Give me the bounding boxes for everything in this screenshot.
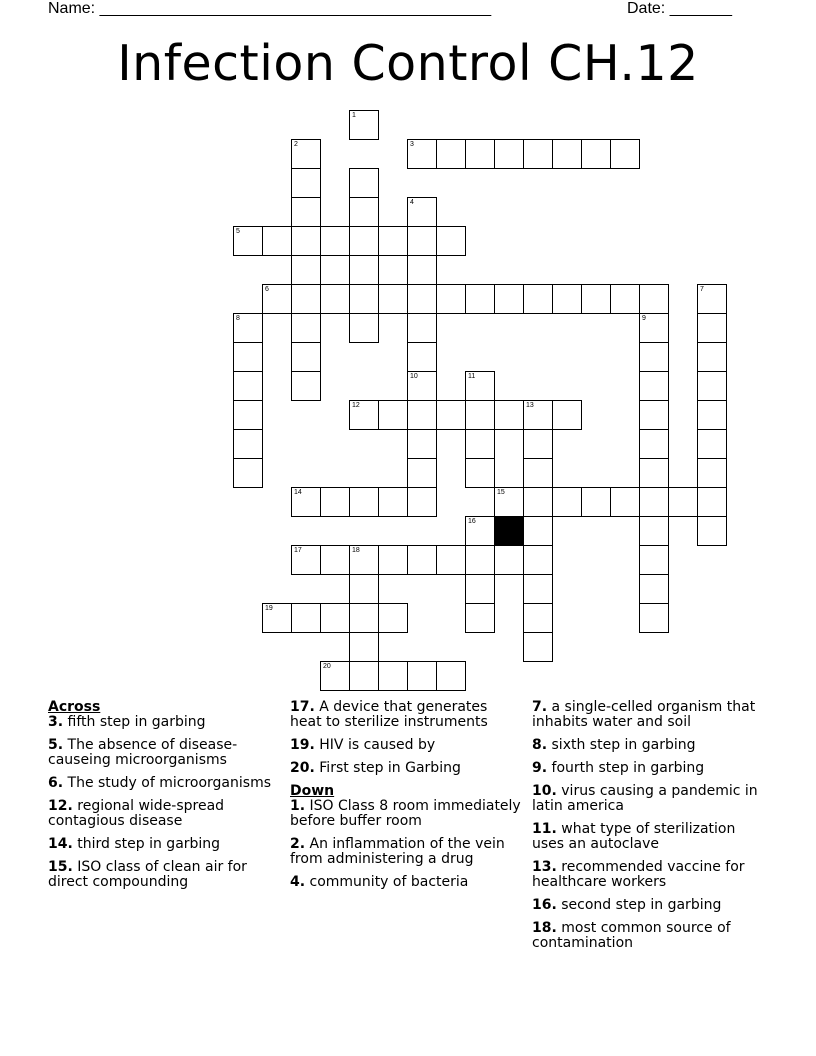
crossword-cell[interactable] xyxy=(639,574,669,604)
crossword-cell[interactable] xyxy=(465,400,495,430)
crossword-cell[interactable] xyxy=(639,487,669,517)
clue-text: HIV is caused by xyxy=(319,737,436,753)
crossword-cell[interactable] xyxy=(320,487,350,517)
crossword-cell[interactable] xyxy=(233,342,263,372)
clue-number: 4. xyxy=(290,874,306,890)
crossword-cell[interactable] xyxy=(697,284,727,314)
crossword-cell[interactable] xyxy=(465,516,495,546)
clue-number: 5. xyxy=(48,737,64,753)
crossword-cell[interactable] xyxy=(378,400,408,430)
crossword-cell[interactable] xyxy=(436,284,466,314)
crossword-cell[interactable] xyxy=(320,545,350,575)
clue-down-1 xyxy=(290,799,522,829)
cell-number: 10 xyxy=(410,373,418,380)
crossword-cell[interactable] xyxy=(407,371,437,401)
crossword-cell[interactable] xyxy=(494,400,524,430)
clue-down-8 xyxy=(532,738,768,753)
crossword-cell[interactable] xyxy=(436,400,466,430)
across-heading: Across xyxy=(48,699,101,715)
crossword-cell[interactable] xyxy=(465,371,495,401)
clue-text: recommended vaccine for healthcare workers xyxy=(532,859,745,890)
crossword-cell[interactable] xyxy=(523,516,553,546)
crossword-cell[interactable] xyxy=(407,458,437,488)
crossword-cell[interactable] xyxy=(581,139,611,169)
clue-text: what type of sterilization uses an autoclave xyxy=(532,821,736,852)
crossword-cell[interactable] xyxy=(465,429,495,459)
clue-across-5 xyxy=(48,738,280,768)
crossword-cell[interactable] xyxy=(581,284,611,314)
clue-text: The study of microorganisms xyxy=(67,775,271,791)
crossword-cell[interactable] xyxy=(291,603,321,633)
crossword-cell[interactable] xyxy=(639,400,669,430)
date-field-line: Date: _______ xyxy=(627,0,732,17)
clue-text: sixth step in garbing xyxy=(551,737,696,753)
cell-number: 3 xyxy=(410,141,414,148)
crossword-cell[interactable] xyxy=(378,284,408,314)
crossword-cell[interactable] xyxy=(262,284,292,314)
crossword-cell[interactable] xyxy=(639,313,669,343)
crossword-cell[interactable] xyxy=(523,574,553,604)
crossword-cell[interactable] xyxy=(465,458,495,488)
crossword-cell[interactable] xyxy=(639,429,669,459)
clue-across-19 xyxy=(290,738,522,753)
clue-text: An inflammation of the vein from administering a drug xyxy=(290,836,505,867)
crossword-cell[interactable] xyxy=(407,226,437,256)
crossword-cell[interactable] xyxy=(697,313,727,343)
crossword-cell[interactable] xyxy=(262,603,292,633)
clue-number: 9. xyxy=(532,760,548,776)
cell-number: 11 xyxy=(468,373,476,380)
crossword-cell[interactable] xyxy=(552,487,582,517)
clue-text: fifth step in garbing xyxy=(67,714,206,730)
crossword-cell[interactable] xyxy=(494,487,524,517)
crossword-cell[interactable] xyxy=(291,255,321,285)
crossword-cell[interactable] xyxy=(320,661,350,691)
crossword-cell[interactable] xyxy=(552,400,582,430)
crossword-cell[interactable] xyxy=(523,603,553,633)
crossword-cell[interactable] xyxy=(291,226,321,256)
crossword-cell[interactable] xyxy=(552,284,582,314)
crossword-cell[interactable] xyxy=(407,400,437,430)
crossword-cell[interactable] xyxy=(697,400,727,430)
crossword-cell[interactable] xyxy=(378,603,408,633)
crossword-cell[interactable] xyxy=(349,603,379,633)
crossword-cell[interactable] xyxy=(291,545,321,575)
clue-text: regional wide-spread contagious disease xyxy=(48,798,225,829)
cell-number: 6 xyxy=(265,286,269,293)
clue-across-12 xyxy=(48,799,280,829)
crossword-cell[interactable] xyxy=(320,284,350,314)
crossword-cell[interactable] xyxy=(378,661,408,691)
clue-number: 17. xyxy=(290,699,315,715)
cell-number: 16 xyxy=(468,518,476,525)
clue-text: The absence of disease-causeing microorganisms xyxy=(48,737,238,768)
clue-number: 15. xyxy=(48,859,73,875)
crossword-cell[interactable] xyxy=(349,226,379,256)
cell-number: 8 xyxy=(236,315,240,322)
clue-number: 12. xyxy=(48,798,73,814)
clue-number: 11. xyxy=(532,821,557,837)
crossword-cell[interactable] xyxy=(407,139,437,169)
crossword-cell[interactable] xyxy=(523,487,553,517)
clue-number: 2. xyxy=(290,836,306,852)
crossword-cell[interactable] xyxy=(552,139,582,169)
down-heading: Down xyxy=(290,783,335,799)
crossword-cell[interactable] xyxy=(407,487,437,517)
cell-number: 13 xyxy=(526,402,534,409)
crossword-cell[interactable] xyxy=(523,632,553,662)
crossword-cell[interactable] xyxy=(291,197,321,227)
crossword-cell[interactable] xyxy=(697,487,727,517)
cell-number: 2 xyxy=(294,141,298,148)
crossword-cell[interactable] xyxy=(697,458,727,488)
crossword-cell[interactable] xyxy=(523,284,553,314)
crossword-cell[interactable] xyxy=(523,545,553,575)
cell-number: 7 xyxy=(700,286,704,293)
clue-text: community of bacteria xyxy=(309,874,469,890)
cell-number: 9 xyxy=(642,315,646,322)
clue-across-20 xyxy=(290,761,522,776)
crossword-cell[interactable] xyxy=(349,197,379,227)
clue-down-4 xyxy=(290,875,522,890)
crossword-cell[interactable] xyxy=(407,284,437,314)
crossword-cell[interactable] xyxy=(291,168,321,198)
clue-across-17 xyxy=(290,700,522,730)
clue-down-9 xyxy=(532,761,768,776)
crossword-cell[interactable] xyxy=(639,458,669,488)
clue-across-6 xyxy=(48,776,280,791)
clue-number: 18. xyxy=(532,920,557,936)
crossword-cell[interactable] xyxy=(378,545,408,575)
crossword-cell[interactable] xyxy=(407,429,437,459)
crossword-cell[interactable] xyxy=(233,226,263,256)
crossword-cell[interactable] xyxy=(407,197,437,227)
crossword-black-cell xyxy=(494,516,524,546)
crossword-cell[interactable] xyxy=(639,284,669,314)
clues-column-3 xyxy=(532,700,768,959)
crossword-cell[interactable] xyxy=(639,371,669,401)
clue-across-3 xyxy=(48,715,280,730)
cell-number: 17 xyxy=(294,547,302,554)
crossword-cell[interactable] xyxy=(581,487,611,517)
crossword-cell[interactable] xyxy=(494,139,524,169)
clue-number: 6. xyxy=(48,775,64,791)
crossword-cell[interactable] xyxy=(291,371,321,401)
cell-number: 15 xyxy=(497,489,505,496)
clue-number: 1. xyxy=(290,798,306,814)
crossword-cell[interactable] xyxy=(291,487,321,517)
crossword-cell[interactable] xyxy=(697,342,727,372)
crossword-cell[interactable] xyxy=(639,603,669,633)
crossword-cell[interactable] xyxy=(697,371,727,401)
crossword-cell[interactable] xyxy=(349,313,379,343)
crossword-cell[interactable] xyxy=(465,574,495,604)
clue-number: 10. xyxy=(532,783,557,799)
clue-text: ISO Class 8 room immediately before buffer room xyxy=(290,798,521,829)
crossword-cell[interactable] xyxy=(349,632,379,662)
crossword-cell[interactable] xyxy=(233,371,263,401)
puzzle-title: Infection Control CH.12 xyxy=(117,35,699,92)
cell-number: 19 xyxy=(265,605,273,612)
crossword-cell[interactable] xyxy=(349,400,379,430)
crossword-cell[interactable] xyxy=(349,545,379,575)
crossword-cell[interactable] xyxy=(639,516,669,546)
crossword-cell[interactable] xyxy=(349,168,379,198)
clue-text: second step in garbing xyxy=(561,897,722,913)
clue-text: First step in Garbing xyxy=(319,760,461,776)
crossword-cell[interactable] xyxy=(378,226,408,256)
clue-number: 19. xyxy=(290,737,315,753)
clue-number: 13. xyxy=(532,859,557,875)
clue-down-7 xyxy=(532,700,768,730)
clue-number: 8. xyxy=(532,737,548,753)
clue-down-11 xyxy=(532,822,768,852)
clue-across-14 xyxy=(48,837,280,852)
cell-number: 18 xyxy=(352,547,360,554)
cell-number: 12 xyxy=(352,402,360,409)
crossword-cell[interactable] xyxy=(320,226,350,256)
cell-number: 1 xyxy=(352,112,356,119)
crossword-cell[interactable] xyxy=(262,226,292,256)
clue-text: A device that generates heat to sterilize instruments xyxy=(290,699,488,730)
crossword-cell[interactable] xyxy=(349,284,379,314)
crossword-cell[interactable] xyxy=(233,400,263,430)
clue-number: 20. xyxy=(290,760,315,776)
clue-number: 14. xyxy=(48,836,73,852)
crossword-cell[interactable] xyxy=(610,487,640,517)
crossword-cell[interactable] xyxy=(639,342,669,372)
crossword-cell[interactable] xyxy=(320,603,350,633)
crossword-cell[interactable] xyxy=(407,313,437,343)
clues-column-2 xyxy=(290,700,522,898)
crossword-cell[interactable] xyxy=(349,487,379,517)
crossword-cell[interactable] xyxy=(291,313,321,343)
crossword-cell[interactable] xyxy=(407,661,437,691)
clue-text: most common source of contamination xyxy=(532,920,731,951)
cell-number: 20 xyxy=(323,663,331,670)
crossword-cell[interactable] xyxy=(523,400,553,430)
crossword-cell[interactable] xyxy=(233,458,263,488)
crossword-cell[interactable] xyxy=(349,574,379,604)
crossword-cell[interactable] xyxy=(436,226,466,256)
crossword-cell[interactable] xyxy=(610,139,640,169)
crossword-cell[interactable] xyxy=(465,139,495,169)
crossword-cell[interactable] xyxy=(436,139,466,169)
clues-column-1 xyxy=(48,700,280,898)
clue-text: fourth step in garbing xyxy=(551,760,705,776)
crossword-cell[interactable] xyxy=(378,487,408,517)
clue-text: ISO class of clean air for direct compounding xyxy=(48,859,247,890)
crossword-cell[interactable] xyxy=(291,139,321,169)
crossword-cell[interactable] xyxy=(668,487,698,517)
crossword-cell[interactable] xyxy=(291,342,321,372)
crossword-cell[interactable] xyxy=(407,255,437,285)
clue-down-13 xyxy=(532,860,768,890)
clue-text: a single-celled organism that inhabits water and soil xyxy=(532,699,756,730)
clue-across-15 xyxy=(48,860,280,890)
cell-number: 4 xyxy=(410,199,414,206)
crossword-cell[interactable] xyxy=(436,545,466,575)
clue-number: 7. xyxy=(532,699,548,715)
crossword-cell[interactable] xyxy=(349,255,379,285)
crossword-cell[interactable] xyxy=(639,545,669,575)
clue-text: third step in garbing xyxy=(77,836,221,852)
crossword-cell[interactable] xyxy=(349,661,379,691)
crossword-cell[interactable] xyxy=(465,545,495,575)
clue-down-10 xyxy=(532,784,768,814)
clue-text: virus causing a pandemic in latin america xyxy=(532,783,758,814)
crossword-cell[interactable] xyxy=(436,661,466,691)
crossword-cell[interactable] xyxy=(407,545,437,575)
crossword-cell[interactable] xyxy=(407,342,437,372)
cell-number: 5 xyxy=(236,228,240,235)
crossword-cell[interactable] xyxy=(494,545,524,575)
clue-down-18 xyxy=(532,921,768,951)
crossword-cell[interactable] xyxy=(349,110,379,140)
crossword-cell[interactable] xyxy=(494,284,524,314)
name-field-line: Name: ____________________________________________ xyxy=(48,0,492,17)
cell-number: 14 xyxy=(294,489,302,496)
crossword-cell[interactable] xyxy=(697,429,727,459)
crossword-cell[interactable] xyxy=(465,603,495,633)
crossword-cell[interactable] xyxy=(523,139,553,169)
clue-number: 16. xyxy=(532,897,557,913)
crossword-cell[interactable] xyxy=(697,516,727,546)
crossword-cell[interactable] xyxy=(233,313,263,343)
crossword-cell[interactable] xyxy=(523,458,553,488)
clue-down-16 xyxy=(532,898,768,913)
crossword-cell[interactable] xyxy=(465,284,495,314)
clue-number: 3. xyxy=(48,714,64,730)
crossword-cell[interactable] xyxy=(610,284,640,314)
crossword-cell[interactable] xyxy=(523,429,553,459)
crossword-cell[interactable] xyxy=(291,284,321,314)
crossword-cell[interactable] xyxy=(233,429,263,459)
clue-down-2 xyxy=(290,837,522,867)
